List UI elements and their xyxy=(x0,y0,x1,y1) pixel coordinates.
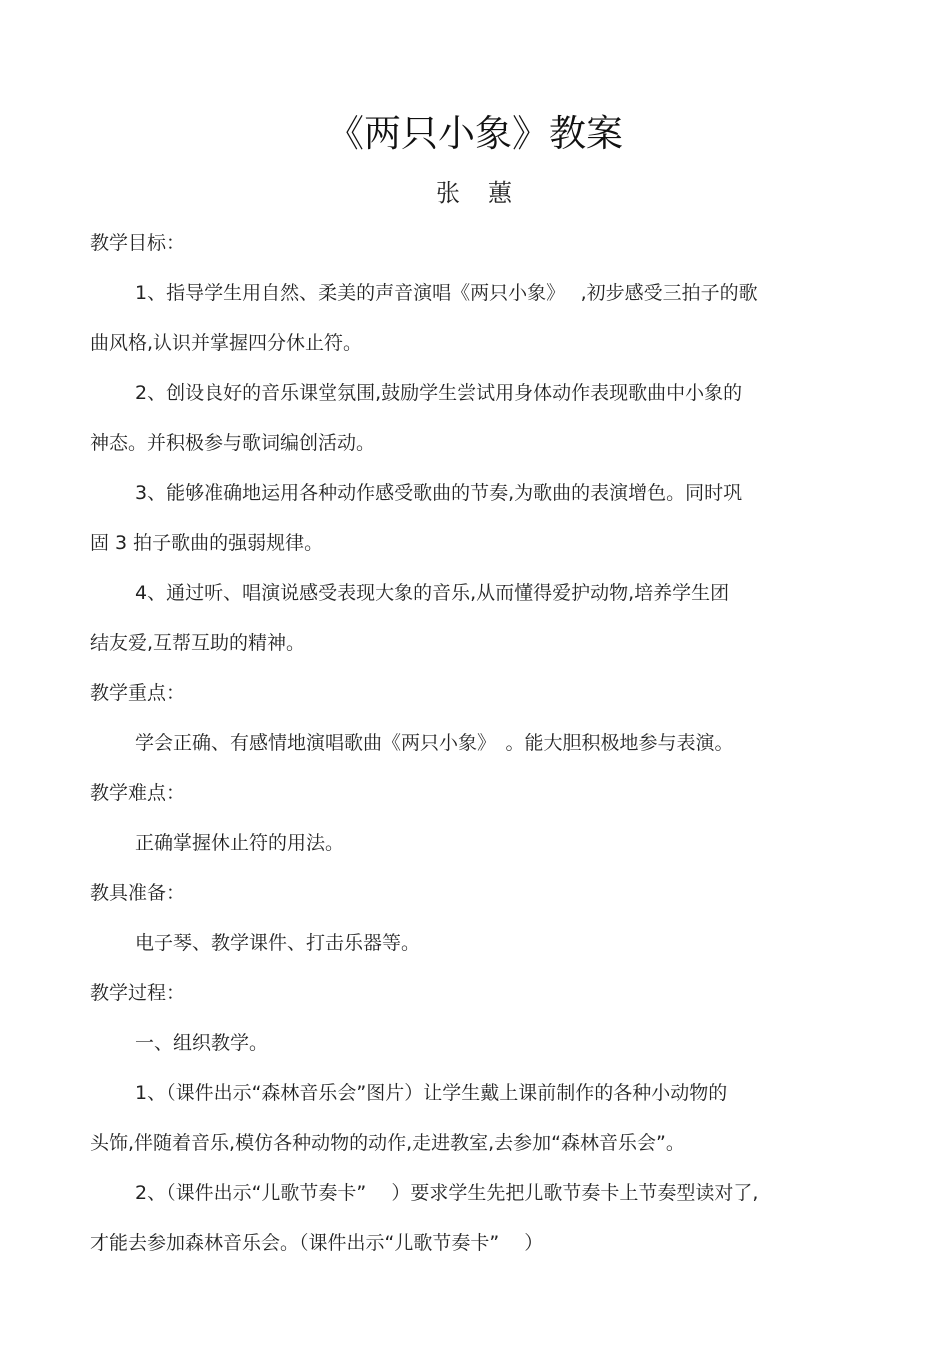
difficulties-heading: 教学难点： xyxy=(90,782,186,804)
objective-4-line-1: 4、通过听、唱演说感受表现大象的音乐,从而懂得爱护动物,培养学生团 xyxy=(135,582,730,604)
process-item-1-line-1: 1、（课件出示“森林音乐会”图片）让学生戴上课前制作的各种小动物的 xyxy=(135,1082,728,1104)
objective-1-line-2: 曲风格,认识并掌握四分休止符。 xyxy=(90,332,363,354)
keypoints-heading: 教学重点： xyxy=(90,682,186,704)
objective-2-line-1: 2、创设良好的音乐课堂氛围,鼓励学生尝试用身体动作表现歌曲中小象的 xyxy=(135,382,743,404)
process-step-one: 一、组织教学。 xyxy=(135,1032,269,1054)
process-item-2-line-1: 2、（课件出示“儿歌节奏卡” ）要求学生先把儿歌节奏卡上节奏型读对了, xyxy=(135,1182,759,1204)
document-author: 张 蕙 xyxy=(436,179,514,207)
process-item-1-line-2: 头饰,伴随着音乐,模仿各种动物的动作,走进教室,去参加“森林音乐会”。 xyxy=(90,1132,685,1154)
objective-1-line-1: 1、指导学生用自然、柔美的声音演唱《两只小象》 ,初步感受三拍子的歌 xyxy=(135,282,758,304)
difficulties-text: 正确掌握休止符的用法。 xyxy=(135,832,345,854)
objective-3-line-1: 3、能够准确地运用各种动作感受歌曲的节奏,为歌曲的表演增色。同时巩 xyxy=(135,482,743,504)
materials-text: 电子琴、教学课件、打击乐器等。 xyxy=(135,932,421,954)
keypoints-text: 学会正确、有感情地演唱歌曲《两只小象》 。能大胆积极地参与表演。 xyxy=(135,732,734,754)
objectives-heading: 教学目标： xyxy=(90,232,186,254)
document-title: 《两只小象》教案 xyxy=(327,112,623,155)
materials-heading: 教具准备： xyxy=(90,882,186,904)
objective-3-line-2: 固 3 拍子歌曲的强弱规律。 xyxy=(90,532,324,554)
process-item-2-line-2: 才能去参加森林音乐会。（课件出示“儿歌节奏卡” ） xyxy=(90,1232,544,1254)
objective-4-line-2: 结友爱,互帮互助的精神。 xyxy=(90,632,306,654)
process-heading: 教学过程： xyxy=(90,982,186,1004)
objective-2-line-2: 神态。并积极参与歌词编创活动。 xyxy=(90,432,376,454)
